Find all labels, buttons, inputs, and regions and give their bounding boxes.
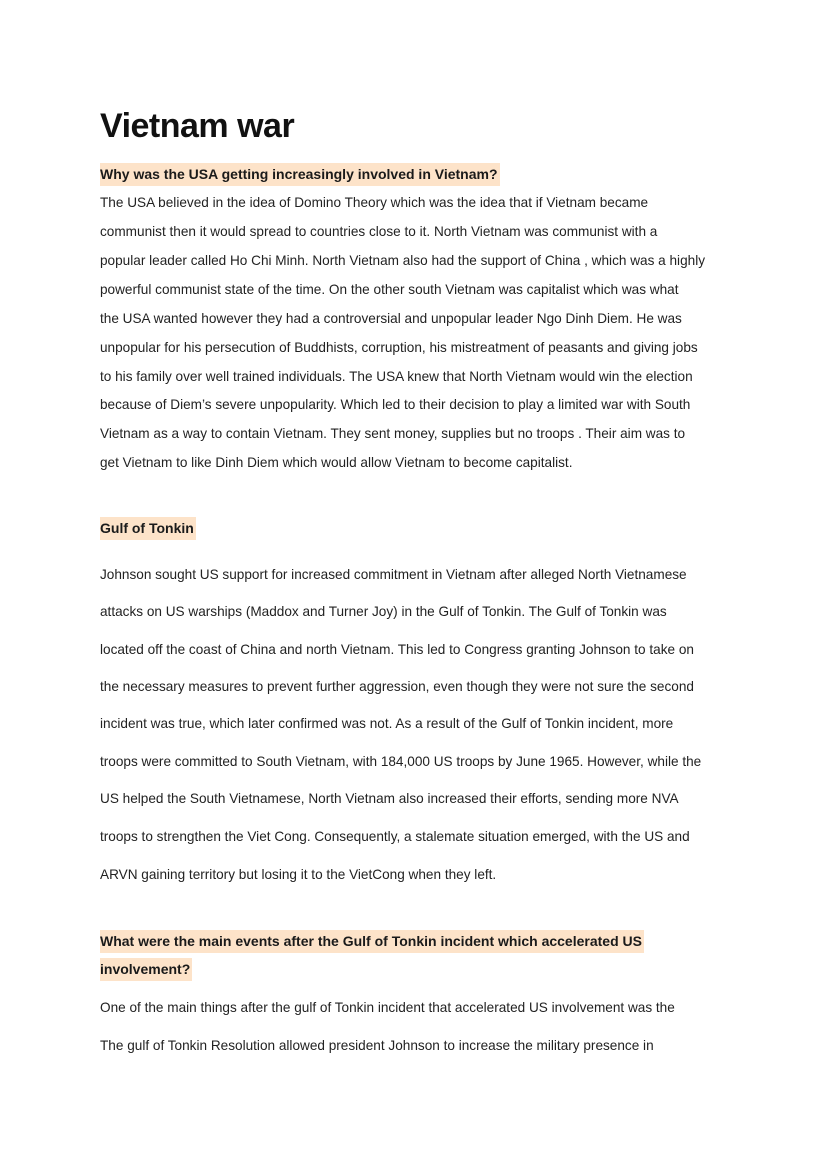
paragraph-line: ARVN gaining territory but losing it to the VietCong when they left. (100, 867, 497, 882)
paragraph-line: the USA wanted however they had a controversial and unpopular leader Ngo Dinh Diem. He was (100, 311, 682, 326)
section-heading: involvement? (100, 958, 192, 981)
document-title: Vietnam war (100, 107, 295, 145)
paragraph-line: located off the coast of China and north Vietnam. This led to Congress granting Johnson to take on (100, 642, 694, 657)
paragraph-line: Vietnam as a way to contain Vietnam. They sent money, supplies but no troops . Their aim was to (100, 426, 686, 441)
paragraph-line: The gulf of Tonkin Resolution allowed president Johnson to increase the military presence in (100, 1038, 654, 1053)
paragraph-line: the necessary measures to prevent further aggression, even though they were not sure the second (100, 679, 694, 694)
paragraph-line: attacks on US warships (Maddox and Turner Joy) in the Gulf of Tonkin. The Gulf of Tonkin was (100, 604, 667, 619)
section-heading: Why was the USA getting increasingly involved in Vietnam? (100, 163, 500, 186)
paragraph-line: get Vietnam to like Dinh Diem which would allow Vietnam to become capitalist. (100, 455, 573, 470)
paragraph-line: because of Diem’s severe unpopularity. Which led to their decision to play a limited war with South (100, 397, 691, 412)
paragraph-line: One of the main things after the gulf of Tonkin incident that accelerated US involvement was the (100, 1000, 675, 1015)
paragraph-line: communist then it would spread to countries close to it. North Vietnam was communist with a (100, 224, 658, 239)
paragraph-line: popular leader called Ho Chi Minh. North Vietnam also had the support of China , which was a highly (100, 253, 706, 268)
paragraph-line: powerful communist state of the time. On the other south Vietnam was capitalist which was what (100, 282, 679, 297)
paragraph-line: The USA believed in the idea of Domino Theory which was the idea that if Vietnam became (100, 195, 649, 210)
paragraph-line: incident was true, which later confirmed was not. As a result of the Gulf of Tonkin incident, more (100, 716, 674, 731)
paragraph-line: troops to strengthen the Viet Cong. Consequently, a stalemate situation emerged, with the US and (100, 829, 690, 844)
section-heading: What were the main events after the Gulf of Tonkin incident which accelerated US (100, 930, 644, 953)
paragraph-line: unpopular for his persecution of Buddhists, corruption, his mistreatment of peasants and giving jobs (100, 340, 698, 355)
paragraph-line: Johnson sought US support for increased commitment in Vietnam after alleged North Vietnamese (100, 567, 687, 582)
section-heading: Gulf of Tonkin (100, 517, 196, 540)
paragraph-line: US helped the South Vietnamese, North Vietnam also increased their efforts, sending more NVA (100, 791, 679, 806)
paragraph-line: troops were committed to South Vietnam, with 184,000 US troops by June 1965. However, while the (100, 754, 702, 769)
paragraph-line: to his family over well trained individuals. The USA knew that North Vietnam would win the election (100, 369, 693, 384)
